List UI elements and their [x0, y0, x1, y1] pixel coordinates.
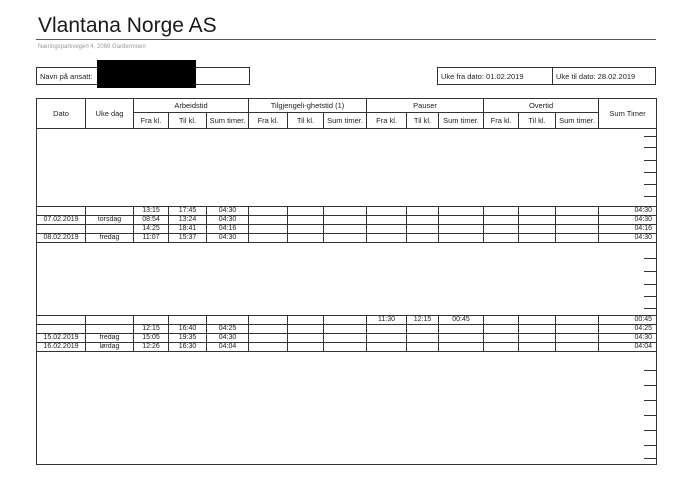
cell-total: 04:16 [599, 225, 657, 234]
subcol-sum: Sum timer. [324, 113, 367, 129]
cell-ws: 04:04 [207, 343, 249, 352]
scan-tick-mark [644, 160, 656, 161]
subcol-from: Fra kl. [134, 113, 169, 129]
cell-empty [484, 316, 519, 325]
col-total: Sum Timer [599, 99, 657, 129]
table-row [37, 234, 657, 243]
cell-wf: 11:07 [134, 234, 169, 243]
scan-tick-mark [644, 284, 656, 285]
cell-empty [249, 343, 288, 352]
cell-day: torsdag [86, 216, 134, 225]
cell-date [37, 316, 86, 325]
scan-tick-mark [644, 296, 656, 297]
blank-area [37, 243, 657, 316]
cell-empty [519, 325, 556, 334]
col-date: Dato [37, 99, 86, 129]
cell-empty [519, 334, 556, 343]
cell-wf: 13:15 [134, 207, 169, 216]
cell-ps: 00:45 [439, 316, 484, 325]
blank-area [37, 129, 657, 207]
cell-empty [324, 316, 367, 325]
cell-empty [556, 316, 599, 325]
scan-tick-mark [644, 184, 656, 185]
cell-date: 15.02.2019 [37, 334, 86, 343]
scan-tick-mark [644, 400, 656, 401]
scan-tick-mark [644, 370, 656, 371]
cell-empty [324, 334, 367, 343]
cell-wf: 14:25 [134, 225, 169, 234]
scan-tick-mark [644, 415, 656, 416]
cell-pt [407, 216, 439, 225]
cell-day [86, 316, 134, 325]
cell-pt [407, 343, 439, 352]
blank-area [37, 352, 657, 465]
cell-empty [484, 325, 519, 334]
cell-empty [324, 343, 367, 352]
group-work: Arbeidstid [134, 99, 249, 113]
cell-wt: 16:40 [169, 325, 207, 334]
cell-pt [407, 325, 439, 334]
scan-tick-mark [644, 308, 656, 309]
cell-wf: 12:26 [134, 343, 169, 352]
subcol-to: Til kl. [407, 113, 439, 129]
cell-ws: 04:30 [207, 334, 249, 343]
cell-total: 00:45 [599, 316, 657, 325]
cell-pf [367, 325, 407, 334]
cell-empty [556, 334, 599, 343]
cell-day [86, 225, 134, 234]
cell-date: 08.02.2019 [37, 234, 86, 243]
cell-empty [324, 325, 367, 334]
cell-pt: 12:15 [407, 316, 439, 325]
table-row [37, 216, 657, 225]
week-from-field: Uke fra dato: 01.02.2019 [437, 67, 553, 85]
cell-empty [288, 225, 324, 234]
cell-wt: 15:37 [169, 234, 207, 243]
cell-empty [249, 207, 288, 216]
cell-total: 04:30 [599, 334, 657, 343]
cell-ps [439, 343, 484, 352]
scan-tick-mark [644, 258, 656, 259]
cell-total: 04:30 [599, 234, 657, 243]
cell-day [86, 207, 134, 216]
cell-pf [367, 207, 407, 216]
cell-empty [519, 216, 556, 225]
scan-tick-mark [644, 172, 656, 173]
cell-ws: 04:25 [207, 325, 249, 334]
cell-empty [519, 234, 556, 243]
cell-date [37, 225, 86, 234]
cell-empty [324, 207, 367, 216]
cell-wt: 19:35 [169, 334, 207, 343]
cell-empty [484, 207, 519, 216]
cell-empty [519, 225, 556, 234]
cell-ps [439, 207, 484, 216]
cell-empty [556, 325, 599, 334]
cell-empty [484, 234, 519, 243]
cell-wt: 17:45 [169, 207, 207, 216]
cell-empty [324, 216, 367, 225]
header-divider [36, 39, 656, 40]
cell-wt: 13:24 [169, 216, 207, 225]
group-breaks: Pauser [367, 99, 484, 113]
scan-tick-mark [644, 196, 656, 197]
subcol-from: Fra kl. [367, 113, 407, 129]
cell-wt [169, 316, 207, 325]
cell-date: 16.02.2019 [37, 343, 86, 352]
cell-empty [324, 225, 367, 234]
scan-tick-mark [644, 445, 656, 446]
scan-tick-mark [644, 147, 656, 148]
table-row [37, 334, 657, 343]
company-title: Vlantana Norge AS [38, 14, 217, 37]
cell-empty [288, 216, 324, 225]
cell-ws [207, 316, 249, 325]
cell-total: 04:30 [599, 216, 657, 225]
group-overtime: Overtid [484, 99, 599, 113]
cell-total: 04:25 [599, 325, 657, 334]
cell-total: 04:04 [599, 343, 657, 352]
subcol-to: Til kl. [169, 113, 207, 129]
table-row [37, 343, 657, 352]
cell-empty [288, 343, 324, 352]
cell-empty [324, 234, 367, 243]
cell-empty [249, 334, 288, 343]
cell-date: 07.02.2019 [37, 216, 86, 225]
cell-pf [367, 234, 407, 243]
cell-empty [288, 234, 324, 243]
cell-ps [439, 234, 484, 243]
cell-empty [288, 207, 324, 216]
cell-day [86, 325, 134, 334]
cell-empty [556, 216, 599, 225]
cell-ps [439, 225, 484, 234]
cell-empty [519, 343, 556, 352]
cell-pf [367, 343, 407, 352]
cell-pt [407, 225, 439, 234]
cell-pf [367, 225, 407, 234]
cell-wf: 12:15 [134, 325, 169, 334]
table-row [37, 325, 657, 334]
cell-empty [556, 234, 599, 243]
subcol-from: Fra kl. [484, 113, 519, 129]
cell-ps [439, 325, 484, 334]
col-weekday: Uke dag [86, 99, 134, 129]
cell-empty [249, 316, 288, 325]
redaction-box [97, 60, 196, 88]
cell-ps [439, 334, 484, 343]
cell-ws: 04:30 [207, 207, 249, 216]
employee-name-field: Navn på ansatt: [36, 67, 250, 85]
cell-day: lørdag [86, 343, 134, 352]
cell-empty [556, 225, 599, 234]
cell-empty [484, 216, 519, 225]
cell-pt [407, 334, 439, 343]
cell-ps [439, 216, 484, 225]
scan-tick-mark [644, 136, 656, 137]
cell-date [37, 325, 86, 334]
group-availability: Tilgjengeli-ghetstid (1) [249, 99, 367, 113]
subcol-sum: Sum timer. [439, 113, 484, 129]
cell-wt: 18:41 [169, 225, 207, 234]
cell-empty [556, 343, 599, 352]
timesheet-table [36, 98, 657, 465]
cell-pf [367, 216, 407, 225]
cell-empty [249, 216, 288, 225]
scan-tick-mark [644, 385, 656, 386]
cell-empty [249, 225, 288, 234]
cell-wf: 15:05 [134, 334, 169, 343]
week-to-field: Uke til dato: 28.02.2019 [552, 67, 656, 85]
cell-empty [519, 207, 556, 216]
subcol-sum: Sum timer. [207, 113, 249, 129]
table-row [37, 225, 657, 234]
cell-day: fredag [86, 234, 134, 243]
cell-pf [367, 334, 407, 343]
cell-empty [484, 225, 519, 234]
cell-empty [484, 343, 519, 352]
cell-wf [134, 316, 169, 325]
cell-date [37, 207, 86, 216]
cell-wt: 16:30 [169, 343, 207, 352]
cell-pt [407, 207, 439, 216]
cell-empty [288, 325, 324, 334]
scan-tick-mark [644, 430, 656, 431]
cell-pt [407, 234, 439, 243]
cell-empty [288, 334, 324, 343]
cell-empty [484, 334, 519, 343]
subcol-sum: Sum timer. [556, 113, 599, 129]
table-row [37, 207, 657, 216]
cell-wf: 08:54 [134, 216, 169, 225]
cell-pf: 11:30 [367, 316, 407, 325]
table-row [37, 316, 657, 325]
scan-tick-mark [644, 458, 656, 459]
cell-day: fredag [86, 334, 134, 343]
scan-tick-mark [644, 271, 656, 272]
cell-empty [288, 316, 324, 325]
subcol-to: Til kl. [288, 113, 324, 129]
cell-ws: 04:16 [207, 225, 249, 234]
subcol-to: Til kl. [519, 113, 556, 129]
cell-empty [519, 316, 556, 325]
company-address: Næringsparkvegen 4, 2060 Gardermoen [38, 44, 146, 50]
cell-ws: 04:30 [207, 234, 249, 243]
subcol-from: Fra kl. [249, 113, 288, 129]
cell-empty [249, 325, 288, 334]
cell-ws: 04:30 [207, 216, 249, 225]
cell-empty [556, 207, 599, 216]
cell-empty [249, 234, 288, 243]
cell-total: 04:30 [599, 207, 657, 216]
